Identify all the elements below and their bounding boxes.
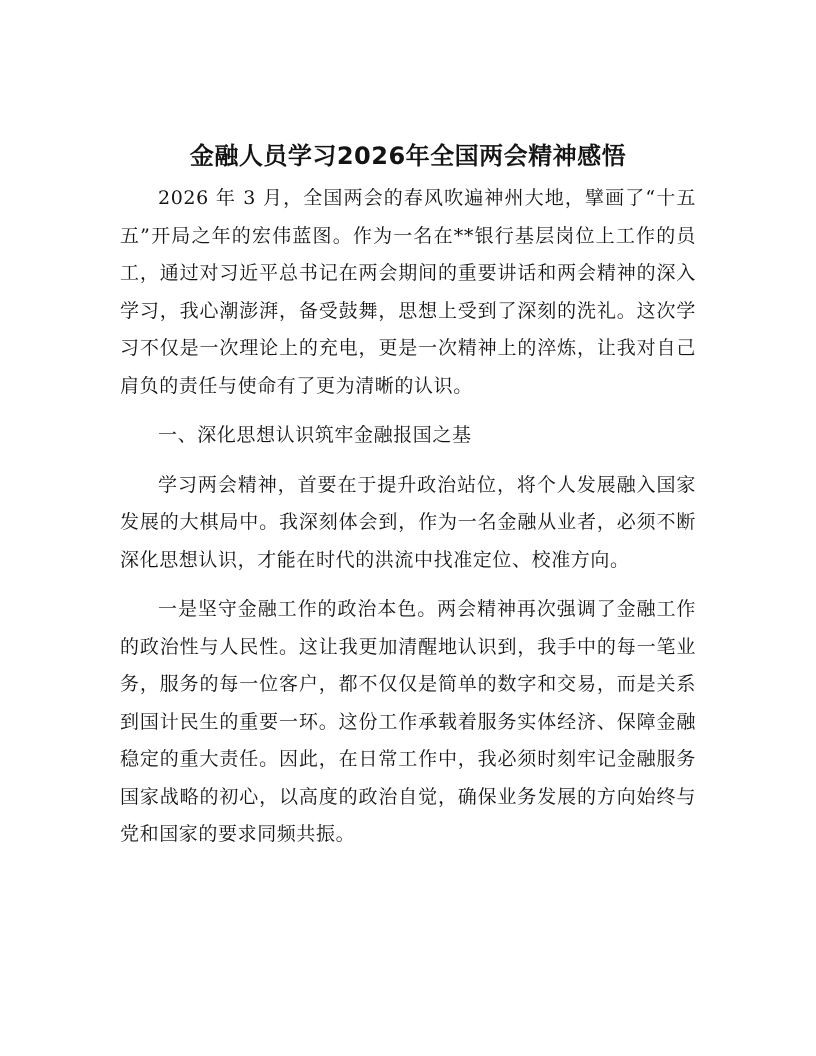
paragraph-section-intro: 学习两会精神，首要在于提升政治站位，将个人发展融入国家发展的大棋局中。我深刻体会到，作为一名金融从业者，必须不断深化思想认识，才能在时代的洪流中找准定位、校准方向。 bbox=[120, 473, 696, 571]
section-heading: 一、深化思想认识筑牢金融报国之基 bbox=[158, 424, 472, 446]
paragraph-point-one: 一是坚守金融工作的政治本色。两会精神再次强调了金融工作的政治性与人民性。这让我更加清醒地认识到，我手中的每一笔业务，服务的每一位客户，都不仅仅是简单的数字和交易，而是关系到国计民生的重要一环。这份工作承载着服务实体经济、保障金融稳定的重大责任。因此，在日常工作中，我必须时刻牢记金融服务国家战略的初心，以高度的政治自觉，确保业务发展的方向始终与党和国家的要求同频共振。 bbox=[120, 598, 696, 845]
paragraph-intro: 2026 年 3 月，全国两会的春风吹遍神州大地，擘画了“十五五”开局之年的宏伟蓝图。作为一名在**银行基层岗位上工作的员工，通过对习近平总书记在两会期间的重要讲话和两会精神的深入学习，我心潮澎湃，备受鼓舞，思想上受到了深刻的洗礼。这次学习不仅是一次理论上的充电，更是一次精神上的淬炼，让我对自己肩负的责任与使命有了更为清晰的认识。 bbox=[120, 187, 696, 397]
document-body bbox=[120, 138, 696, 866]
document-title: 金融人员学习2026年全国两会精神感悟 bbox=[189, 142, 627, 170]
